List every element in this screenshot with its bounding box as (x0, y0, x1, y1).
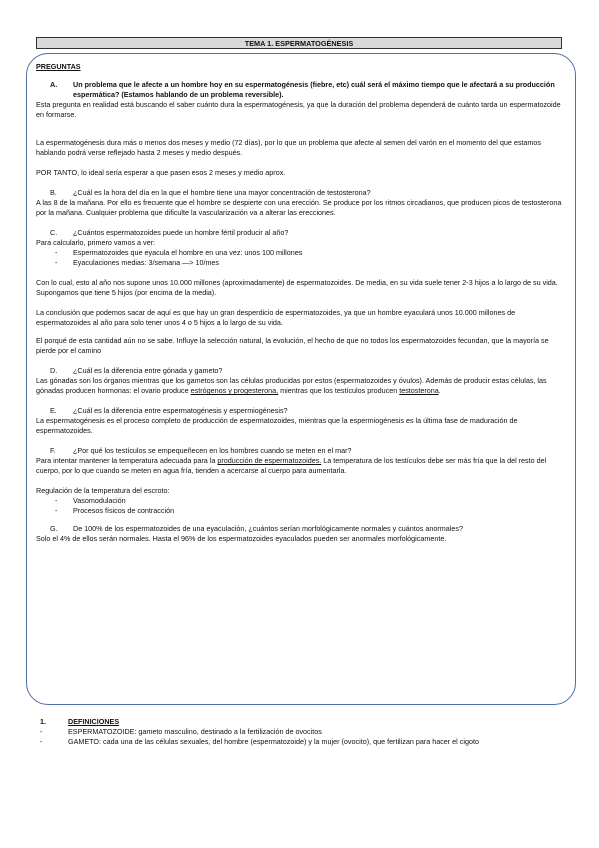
answer-paragraph: La espermatogénesis es el proceso completo de producción de espermatozoides, mientras que la espermiogénesis es la última fase de maduración de espermatozoides. (36, 416, 518, 435)
section-title: DEFINICIONES (68, 717, 120, 726)
question-letter: B. (50, 188, 57, 197)
question-e (36, 406, 566, 416)
list-item: - Espermatozoides que eyacula el hombre en una vez: unos 100 millones (55, 248, 303, 257)
question-text: ¿Cuál es la diferencia entre gónada y gameto? (73, 366, 223, 375)
question-text: ¿Por qué los testículos se empequeñecen en los hombres cuando se meten en el mar? (73, 446, 352, 455)
answer-paragraph: La espermatogénesis dura más o menos dos meses y medio (72 días), por lo que un problema que afecte al semen del varón en el momento del que estamos hablando podrá verse reflejado hasta 2 meses y medio después. (36, 138, 542, 157)
question-text: Un problema que le afecte a un hombre hoy en su espermatogénesis (fiebre, etc) cuál será el máximo tiempo que le afectará a su producción espermática? (Estamos hablando de un problema reversible). (73, 80, 555, 99)
answer-paragraph: Con lo cual, esto al año nos supone unos 10.000 millones (aproximadamente) de espermatozoides. De media, en su vida suele tener 2-3 hijos a lo largo de su vida. Supongamos que tiene 5 hijos (por encima de la media). (36, 278, 558, 297)
list-item: - Vasomodulación (55, 496, 126, 505)
question-text: ¿Cuántos espermatozoides puede un hombre fértil producir al año? (73, 228, 289, 237)
question-letter: C. (50, 228, 58, 237)
questions-content (36, 62, 566, 544)
question-a (36, 80, 566, 100)
question-b (36, 188, 566, 198)
list-item: - Eyaculaciones medias: 3/semana —> 10/mes (55, 258, 220, 267)
list-item: - Procesos físicos de contracción (55, 506, 175, 515)
question-c (36, 228, 566, 238)
definition-term: GAMETO: (68, 737, 102, 746)
definition-text: cada una de las células sexuales, del hombre (espermatozoide) y la mujer (ovocito), que fertilizan para hacer el cigoto (101, 737, 479, 746)
question-f (36, 446, 566, 456)
answer-text: Las gónadas son los órganos mientras que los gametos son las células producidas por estos (espermatozoides y óvulos). Además de producir estas células, las gónadas producen hormonas: el ovario produce (36, 376, 547, 395)
list-item-text: Procesos físicos de contracción (73, 506, 175, 515)
list-item-text: Espermatozoides que eyacula el hombre en una vez: unos 100 millones (73, 248, 303, 257)
answer-paragraph: El porqué de esta cantidad aún no se sabe. Influye la selección natural, la evolución, el hecho de que no todos los espermatozoides fecundan, que la mayoría se pierde por el camino (36, 336, 549, 355)
underlined-term: producción de espermatozoides. (217, 456, 322, 465)
answer-paragraph (36, 456, 566, 476)
answer-paragraph: A las 8 de la mañana. Por ello es frecuente que el hombre se despierte con una erección. Se produce por los ritmos circadianos, que producen picos de testosterona por la mañana. Cualquier problema que dificulte la vascularización va a alterar las erecciones. (36, 198, 562, 217)
question-letter: E. (50, 406, 57, 415)
answer-text: La temperatura de los testículos debe ser más fría que la del resto del cuerpo, por lo que cuando se meten en agua fría, tienden a acercarse al cuerpo para aumentarla. (36, 456, 547, 475)
section-number: 1. (40, 717, 46, 726)
answer-text: . (438, 386, 441, 395)
question-d (36, 366, 566, 376)
definition-item: - ESPERMATOZOIDE: gameto masculino, destinado a la fertilización de ovocitos (40, 727, 322, 736)
definition-term: ESPERMATOZOIDE: (68, 727, 137, 736)
answer-paragraph: Para calcularlo, primero vamos a ver: (36, 238, 156, 247)
question-letter: A. (50, 80, 58, 89)
answer-text: mientras que los testículos producen (278, 386, 400, 395)
question-letter: F. (50, 446, 56, 455)
underlined-term: testosterona (399, 386, 439, 395)
question-text: De 100% de los espermatozoides de una eyaculación, ¿cuántos serían morfológicamente normales y cuántos anormales? (73, 524, 463, 533)
bullet-list (36, 496, 566, 516)
underlined-term: estrógenos y progesterona, (190, 386, 279, 395)
section-heading: PREGUNTAS (36, 62, 81, 71)
question-g (36, 524, 566, 534)
answer-paragraph: Solo el 4% de ellos serán normales. Hasta el 96% de los espermatozoides eyaculados pueden ser anormales morfológicamente. (36, 534, 447, 543)
bullet-list (36, 248, 566, 268)
question-letter: G. (50, 524, 58, 533)
answer-paragraph: POR TANTO, lo ideal sería esperar a que pasen esos 2 meses y medio aprox. (36, 168, 286, 177)
answer-paragraph: Regulación de la temperatura del escroto: (36, 486, 170, 495)
definition-text: gameto masculino, destinado a la fertilización de ovocitos (136, 727, 322, 736)
answer-paragraph: Esta pregunta en realidad está buscando el saber cuánto dura la espermatogénesis, ya que la duración del problema dependerá de cuánto tarda un espermatozoide en formarse. (36, 100, 561, 119)
list-item-text: Vasomodulación (73, 496, 126, 505)
definitions-heading (40, 717, 566, 727)
question-text: ¿Cuál es la diferencia entre espermatogénesis y espermiogénesis? (73, 406, 288, 415)
question-letter: D. (50, 366, 58, 375)
answer-paragraph: La conclusión que podemos sacar de aquí es que hay un gran desperdicio de espermatozoides, ya que un hombre eyaculará unos 10.000 millones de espermatozoides al año para solo tener unos 4 o 5 hijos a lo largo de su vida. (36, 308, 516, 327)
list-item-text: Eyaculaciones medias: 3/semana —> 10/mes (73, 258, 220, 267)
question-text: ¿Cuál es la hora del día en la que el hombre tiene una mayor concentración de testosterona? (73, 188, 371, 197)
document-title: TEMA 1. ESPERMATOGÉNESIS (36, 37, 562, 49)
definitions-section (40, 717, 566, 747)
answer-paragraph (36, 376, 566, 396)
answer-text: Para intentar mantener la temperatura adecuada para la (36, 456, 218, 465)
definition-item: - GAMETO: cada una de las células sexuales, del hombre (espermatozoide) y la mujer (ovocito), que fertilizan para hacer el cigoto (40, 737, 479, 746)
